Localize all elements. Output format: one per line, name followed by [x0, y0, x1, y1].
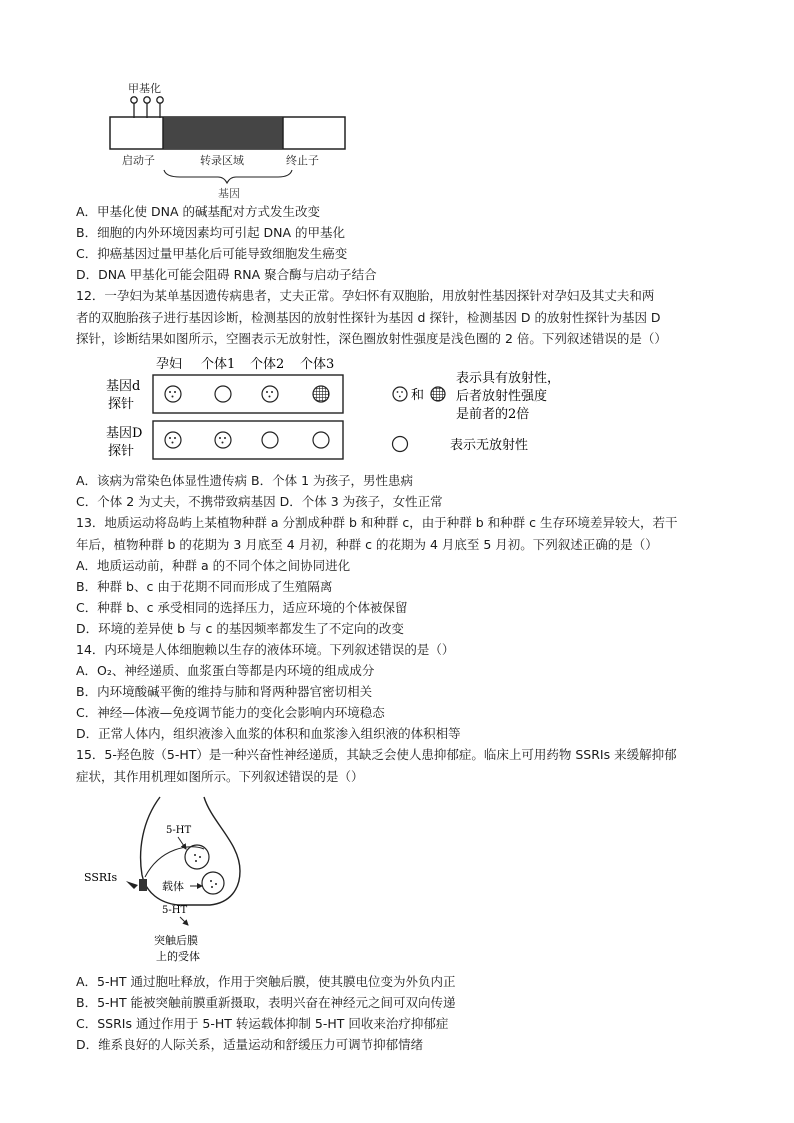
q11-option-b: B．细胞的内外环境因素均可引起 DNA 的甲基化	[76, 225, 346, 240]
q14-option-a: A．O₂、神经递质、血浆蛋白等都是内环境的组成成分	[76, 663, 375, 678]
legend-and: 和	[411, 388, 425, 403]
q15-option-c: C．SSRIs 通过作用于 5-HT 转运载体抑制 5-HT 回收来治疗抑郁症	[76, 1016, 449, 1031]
row-d-label-line2: 探针	[108, 397, 135, 412]
q11-option-c: C．抑癌基因过量甲基化后可能导致细胞发生癌变	[76, 246, 348, 261]
col-header-individual-3: 个体3	[300, 357, 335, 372]
row-d-circles	[165, 386, 329, 402]
q11-option-d: D．DNA 甲基化可能会阻碍 RNA 聚合酶与启动子结合	[76, 267, 377, 282]
legend-dark-circle	[431, 387, 445, 401]
label-5ht-top: 5-HT	[166, 825, 192, 836]
legend-no-radioactivity: 表示无放射性	[450, 438, 529, 453]
synapse-figure	[80, 793, 290, 965]
q13-option-d: D．环境的差异使 b 与 c 的基因频率都发生了不定向的改变	[76, 621, 404, 636]
row-D-label-line2: 探针	[108, 444, 135, 459]
q12-stem-line-1: 12．一孕妇为某单基因遗传病患者，丈夫正常。孕妇怀有双胞胎，用放射性基因探针对孕妇及其丈夫和两	[76, 288, 655, 303]
D-individual-2-empty	[262, 432, 278, 448]
q12-options-ab: A．该病为常染色体显性遗传病 B．个体 1 为孩子，男性患病	[76, 473, 414, 488]
transcription-region-label: 转录区域	[200, 154, 244, 167]
d-individual-1-empty	[215, 386, 231, 402]
probe-legend	[393, 370, 561, 453]
label-carrier: 载体	[162, 880, 184, 893]
q14-option-d: D．正常人体内，组织液渗入血浆的体积和血浆渗入组织液的体积相等	[76, 726, 461, 741]
d-individual-2-light	[262, 386, 278, 402]
q13-stem-line-1: 13．地质运动将岛屿上某植物种群 a 分割成种群 b 和种群 c，由于种群 b 和种群 c 生存环境差异较大，若干	[76, 515, 678, 530]
q12-stem-line-2: 者的双胞胎孩子进行基因诊断，检测基因的放射性探针为基因 d 探针，检测基因 D 的放射性探针为基因 D	[76, 310, 661, 325]
D-individual-3-empty	[313, 432, 329, 448]
row-D-circles	[165, 432, 329, 448]
q12-stem-line-3: 探针，诊断结果如图所示，空圈表示无放射性，深色圈放射性强度是浅色圈的 2 倍。下列叙述错误的是（）	[76, 331, 667, 346]
q15-stem-line-1: 15．5-羟色胺（5-HT）是一种兴奋性神经递质，其缺乏会使人患抑郁症。临床上可用药物 SSRIs 来缓解抑郁	[76, 747, 677, 762]
gene-probe-figure	[100, 352, 590, 467]
legend-radioactive-line1: 表示具有放射性，	[456, 371, 561, 386]
d-individual-3-dark	[313, 386, 329, 402]
q12-options-cd: C．个体 2 为丈夫，不携带致病基因 D．个体 3 为孩子，女性正常	[76, 494, 443, 509]
q13-option-c: C．种群 b、c 承受相同的选择压力，适应环境的个体被保留	[76, 600, 408, 615]
col-header-pregnant: 孕妇	[156, 357, 183, 372]
methyl-groups	[131, 97, 163, 118]
q14-option-b: B．内环境酸碱平衡的维持与肺和肾两种器官密切相关	[76, 684, 373, 699]
dna-strand	[110, 117, 345, 149]
legend-radioactive-line2: 后者放射性强度	[456, 389, 548, 404]
legend-radioactive-line3: 是前者的2倍	[456, 407, 530, 422]
transcription-region-block	[163, 117, 283, 149]
label-receptor-line2: 上的受体	[156, 950, 200, 963]
synaptic-vesicle-top	[185, 845, 209, 869]
legend-empty-circle	[393, 437, 408, 452]
promoter-label: 启动子	[122, 154, 155, 167]
methylation-label: 甲基化	[128, 82, 161, 95]
d-pregnant-light	[165, 386, 181, 402]
q15-option-b: B．5-HT 能被突触前膜重新摄取，表明兴奋在神经元之间可双向传递	[76, 995, 456, 1010]
legend-light-circle	[393, 387, 407, 401]
terminator-label: 终止子	[286, 154, 319, 167]
q14-option-c: C．神经—体液—免疫调节能力的变化会影响内环境稳态	[76, 705, 385, 720]
gene-brace	[164, 170, 292, 183]
row-D-label-line1: 基因D	[106, 426, 143, 441]
row-d-label-line1: 基因d	[106, 379, 141, 394]
col-header-individual-2: 个体2	[250, 357, 285, 372]
q15-stem-line-2: 症状，其作用机理如图所示。下列叙述错误的是（）	[76, 769, 364, 784]
gene-label: 基因	[218, 187, 240, 200]
q13-option-b: B．种群 b、c 由于花期不同而形成了生殖隔离	[76, 579, 333, 594]
transporter-carrier	[139, 879, 147, 891]
q11-option-a: A．甲基化使 DNA 的碱基配对方式发生改变	[76, 204, 321, 219]
label-receptor-line1: 突触后膜	[154, 934, 198, 947]
label-5ht-bottom: 5-HT	[162, 905, 188, 916]
q15-option-a: A．5-HT 通过胞吐释放，作用于突触后膜，使其膜电位变为外负内正	[76, 974, 456, 989]
label-ssris: SSRIs	[84, 871, 118, 884]
q15-option-d: D．维系良好的人际关系，适量运动和舒缓压力可调节抑郁情绪	[76, 1037, 424, 1052]
col-header-individual-1: 个体1	[201, 357, 236, 372]
D-individual-1-light	[215, 432, 231, 448]
gene-structure-figure	[100, 78, 360, 203]
D-pregnant-light	[165, 432, 181, 448]
synaptic-vesicle-bottom	[202, 872, 224, 894]
q13-option-a: A．地质运动前，种群 a 的不同个体之间协同进化	[76, 558, 351, 573]
q14-stem: 14．内环境是人体细胞赖以生存的液体环境。下列叙述错误的是（）	[76, 642, 455, 657]
q13-stem-line-2: 年后，植物种群 b 的花期为 3 月底至 4 月初，种群 c 的花期为 4 月底至 5 月初。下列叙述正确的是（）	[76, 537, 658, 552]
